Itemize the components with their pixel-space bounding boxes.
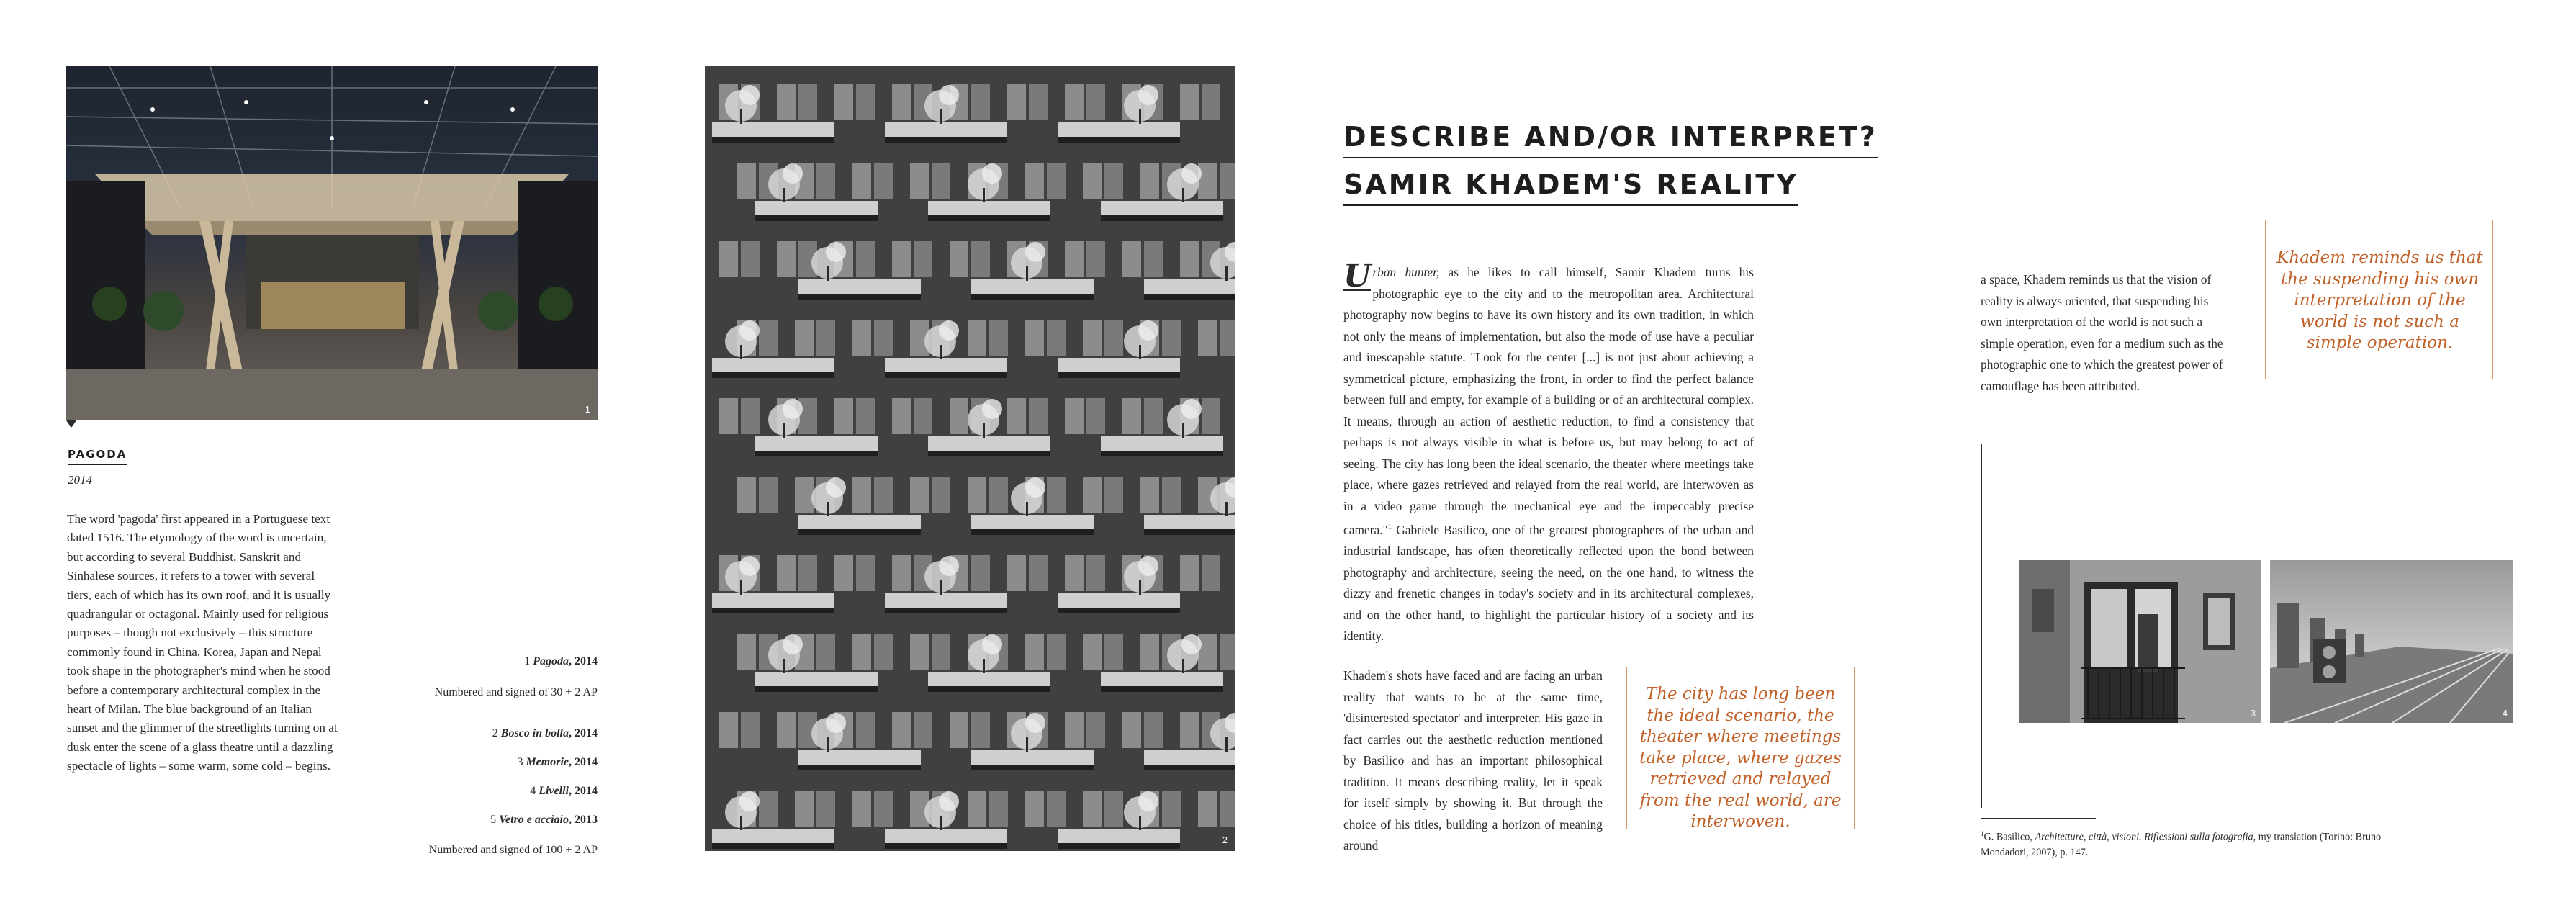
photo-number: 2 (1222, 834, 1228, 845)
footnote: $^1$G. Basilico, Architetture, città, visioni. Riflessioni sulla fotografia, my translation (Torino: Bruno Mondadori, 2007), p. 147. (1981, 830, 2382, 858)
heading-line-1: DESCRIBE AND/OR INTERPRET? (1343, 121, 1878, 158)
caption-note: Numbered and signed of 100 + 2 AP (428, 844, 598, 856)
photo-bosco (705, 66, 1235, 851)
caption-note: Numbered and signed of 30 + 2 AP (434, 686, 598, 698)
footnote-rule (1981, 818, 2096, 819)
pull-quote-1: The city has long been the ideal scenario, the theater where meetings take place, where gazes retrieved and relayed from the real world, are interwoven. (1639, 685, 1842, 831)
work-title: PAGODA (68, 448, 127, 465)
body-column-1-para-2: Khadem's shots have faced and are facing an urban reality that wants to be at the same time, 'disinterested spectator' and interpreter. His gaze in fact carries out the aesthetic reduction mentioned by Basilico and has an important philosophical tradition. It means describing reality, let it speak for itself simply by showing it. But through the choice of his titles, building a horizon of meaning around (1343, 668, 1603, 852)
photo-number: 1 (585, 404, 590, 415)
photo-marker (66, 420, 76, 428)
pull-quote-rule (1854, 667, 1855, 829)
work-year: 2014 (68, 473, 92, 487)
caption-1: 1 Pagoda, 2014 (524, 655, 598, 667)
caption-3: 3 Memorie, 2014 (517, 756, 598, 768)
caption-2: 2 Bosco in bolla, 2014 (492, 727, 598, 739)
article-heading (1343, 121, 1878, 206)
footnote-marker: 1 (1387, 523, 1392, 531)
heading-line-2: SAMIR KHADEM'S REALITY (1343, 168, 1798, 206)
pagoda-description: The word 'pagoda' first appeared in a Portuguese text dated 1516. The etymology of the word is uncertain, but according to several Buddhist, Sanskrit and Sinhalese sources, it refers to a tower with several tiers, each of which has its own roof, and it is usually quadrangular or octagonal. Mainly used for religious purposes – though not exclusively – this structure commonly found in China, Korea, Japan and Nepal took shape in the photographer's mind when he stood before a contemporary architectural complex in the heart of Milan. The blue background of an Italian sunset and the glimmer of the streetlights turning on at dusk enter the scene of a glass theatre until a dazzling spectacle of lights – some warm, some cold – begins. (67, 512, 338, 773)
pull-quote-rule (2492, 220, 2493, 379)
caption-4: 4 Livelli, 2014 (530, 785, 598, 797)
body-column-2: a space, Khadem reminds us that the vision of reality is always oriented, that suspending his own interpretation of the world is not such a simple operation, even for a medium such as the photographic one to which the greatest power of camouflage has been attributed. (1981, 272, 2223, 393)
pull-quote-2: Khadem reminds us that the suspending his own interpretation of the world is not such a simple operation. (2276, 248, 2483, 352)
drop-cap: U (1343, 258, 1372, 294)
caption-5: 5 Vetro e acciaio, 2013 (490, 814, 598, 826)
body-column-1: U rban hunter, as he likes to call himself, Samir Khadem turns his photographic eye to the city and to the metropolitan area. Architectural photography now begins to have its own history and its own tradition, in which not only the means of implementation, but also the mode of use have a peculiar and inescapable statute. "Look for the center [...] is not just about achieving a symmetrical picture, emphasizing the front, in order to find the perfect balance between full and empty, for example of a building or of an architectural complex. It means, through an action of aesthetic reduction, to find a consistency that perhaps is not always visible in what is before us, but may belong to act of seeing. The city has long been the ideal scenario, the theater where meetings take place, where gazes retrieved and relayed from the real world, are interwoven as in a video game through the mechanical eye and the impeccably precise camera."$^1$ Gabriele Basilico, one of the greatest photographers of the urban and industrial landscape, has often theoretically reflected upon the bond between photography and architecture, seeing the need, on the one hand, to witness the dizzy and frenetic changes in today's society and in its architectural complexes, and on the other hand, to highlight the particular history of a society and its identity. (1343, 258, 1754, 644)
pull-quote-rule (2265, 220, 2266, 379)
intro-italic: rban hunter, (1372, 265, 1440, 279)
photo-number: 3 (2250, 708, 2256, 719)
photo-number: 4 (2502, 708, 2508, 719)
vertical-divider (1981, 444, 1982, 808)
photo-balcony (2019, 560, 2261, 723)
pull-quote-rule (1626, 667, 1627, 829)
photo-pagoda (66, 66, 598, 420)
photo-rooftop (2270, 560, 2513, 723)
